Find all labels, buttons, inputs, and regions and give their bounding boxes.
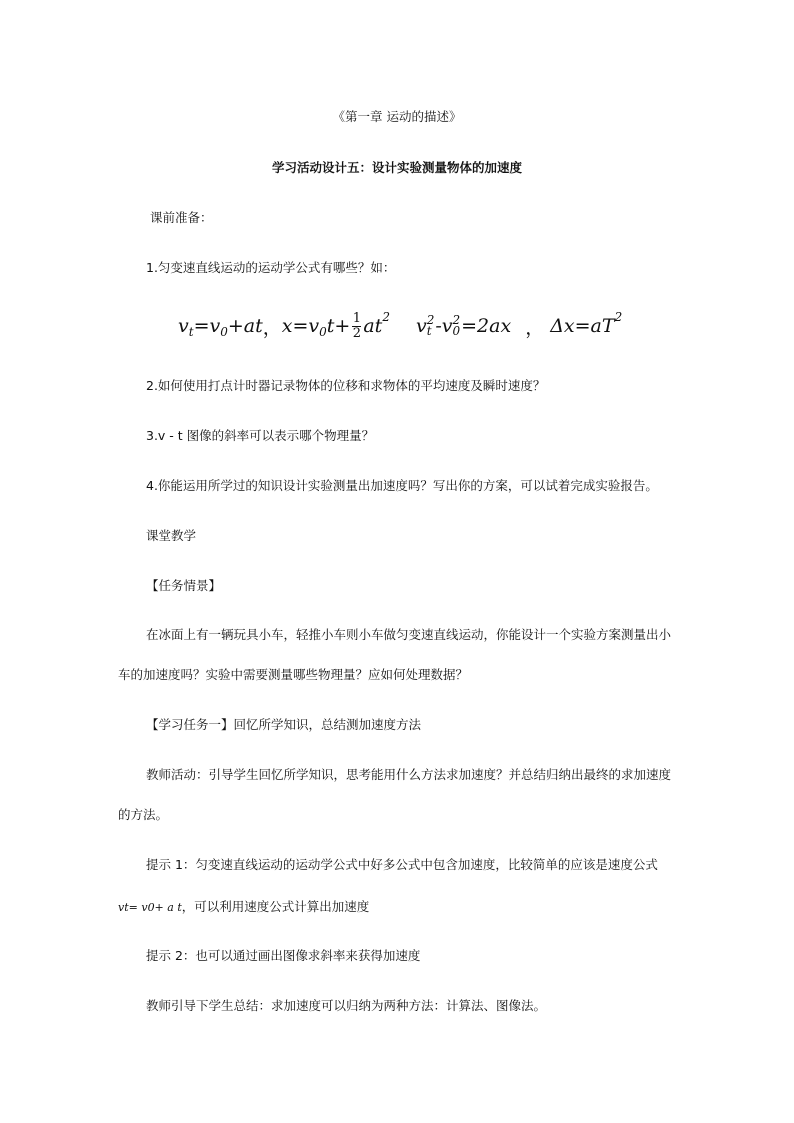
summary: 教师引导下学生总结：求加速度可以归纳为两种方法：计算法、图像法。	[146, 998, 547, 1013]
formula-eq1: =v	[193, 315, 221, 337]
prep-heading: 课前准备：	[150, 210, 213, 225]
question-1: 1.匀变速直线运动的运动学公式有哪些？如：	[146, 260, 396, 275]
question-2: 2.如何使用打点计时器记录物体的位移和求物体的平均速度及瞬时速度？	[146, 378, 546, 393]
question-4: 4.你能运用所学过的知识设计实验测量出加速度吗？写出你的方案，可以试着完成实验报告。	[146, 478, 658, 493]
formula-v2-scripts	[427, 315, 435, 337]
formula-eq1-tail: +at	[227, 315, 263, 337]
activity-title: 学习活动设计五：设计实验测量物体的加速度	[271, 160, 522, 175]
formula-delta: Δx=aT	[550, 315, 615, 337]
hint-1-text: ，可以利用速度公式计算出加速度	[181, 899, 370, 914]
formula-v02-sub: 0	[452, 324, 461, 338]
formula-fraction	[352, 312, 361, 341]
formula-x-t-plus: t+	[326, 315, 351, 337]
chapter-title: 《第一章 运动的描述》	[332, 109, 462, 124]
kinematics-formula	[178, 303, 622, 349]
task-1-heading: 【学习任务一】回忆所学知识，总结测加速度方法	[146, 717, 422, 732]
formula-v2-sup: 2	[426, 313, 435, 327]
formula-v02-scripts	[452, 315, 460, 337]
hint-2: 提示 2：也可以通过画出图像求斜率来获得加速度	[146, 948, 421, 963]
formula-v2: v	[415, 315, 427, 337]
formula-comma-2: ，	[525, 316, 545, 339]
class-heading: 课堂教学	[146, 528, 197, 543]
formula-x-eq: x=v	[281, 315, 320, 337]
formula-at2-sup: 2	[382, 310, 390, 324]
fraction-numerator: 1	[352, 310, 361, 326]
formula-delta-sup: 2	[614, 310, 623, 324]
question-3: 3.v - t 图像的斜率可以表示哪个物理量？	[146, 428, 375, 443]
task-scene-heading: 【任务情景】	[146, 578, 222, 593]
teacher-line-1: 教师活动：引导学生回忆所学知识，思考能用什么方法求加速度？并总结归纳出最终的求加速度	[146, 767, 672, 782]
hint-1-line-1: 提示 1：匀变速直线运动的运动学公式中好多公式中包含加速度，比较简单的应该是速度公式	[146, 857, 658, 872]
hint-1-formula: vt= v0+ a t	[118, 901, 182, 914]
formula-v0-sub: 0	[220, 325, 228, 339]
formula-v02-sup: 2	[452, 313, 461, 327]
teacher-line-2: 的方法。	[118, 807, 169, 822]
hint-1-line-2	[118, 899, 369, 916]
formula-eq3-tail: =2ax	[461, 315, 512, 337]
formula-at2: at	[363, 315, 383, 337]
scene-line-1: 在冰面上有一辆玩具小车，轻推小车则小车做匀变速直线运动，你能设计一个实验方案测量出小	[146, 627, 672, 642]
formula-x-v0-sub: 0	[319, 325, 327, 339]
formula-comma-1: ，	[262, 316, 282, 339]
formula-v2-sub: t	[426, 324, 432, 338]
formula-minus-v: -v	[435, 315, 453, 337]
scene-line-2: 车的加速度吗？实验中需要测量哪些物理量？应如何处理数据？	[118, 667, 469, 682]
fraction-denominator: 2	[352, 325, 361, 341]
formula-vt: v	[178, 315, 189, 337]
formula-vt-sub: t	[188, 325, 194, 339]
